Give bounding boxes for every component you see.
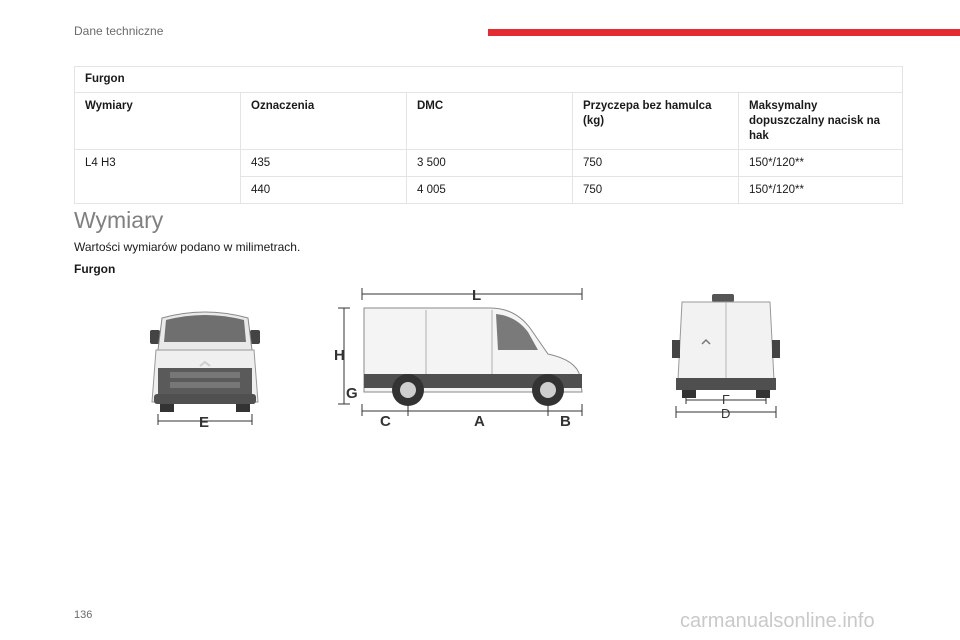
table-caption: Furgon (75, 67, 903, 93)
dim-label-e: E (199, 414, 210, 430)
section-title: Wymiary (74, 207, 164, 233)
table-cell: 150*/120** (739, 150, 903, 177)
header-accent-bar (488, 29, 960, 36)
table-cell: 435 (241, 150, 407, 177)
dim-label-d: D (721, 406, 731, 421)
table-header-cell: Wymiary (75, 93, 241, 150)
van-rear-view (668, 290, 784, 425)
table-header-cell: Oznaczenia (241, 93, 407, 150)
table-cell: 440 (241, 177, 407, 204)
dim-label-a: A (474, 413, 485, 430)
dim-label-c: C (380, 413, 391, 430)
dim-label-g: G (346, 385, 358, 402)
table-cell: 150*/120** (739, 177, 903, 204)
table-header-cell: Przyczepa bez hamulca (kg) (573, 93, 739, 150)
table-header-cell: Maksymalny dopuszczalny nacisk na hak (739, 93, 903, 150)
watermark: carmanualsonline.info (680, 610, 875, 632)
section-subtitle: Furgon (74, 262, 116, 276)
table-caption-row (75, 67, 903, 93)
table-header-row (75, 93, 903, 150)
table-cell: 3 500 (407, 150, 573, 177)
table-cell: 750 (573, 150, 739, 177)
table-header-cell: DMC (407, 93, 573, 150)
section-note: Wartości wymiarów podano w milimetrach. (74, 240, 301, 254)
dim-label-h: H (334, 347, 345, 364)
dim-label-b: B (560, 413, 571, 430)
page-number: 136 (74, 609, 93, 621)
specs-table (74, 66, 903, 204)
table-cell: 4 005 (407, 177, 573, 204)
van-side-view (330, 280, 600, 430)
dim-label-l: L (472, 287, 482, 304)
dim-label-f: F (722, 392, 730, 407)
header-title: Dane techniczne (74, 24, 164, 38)
table-cell: L4 H3 (75, 150, 241, 204)
table-cell: 750 (573, 177, 739, 204)
table-row (75, 150, 903, 177)
van-front-view (140, 290, 270, 430)
